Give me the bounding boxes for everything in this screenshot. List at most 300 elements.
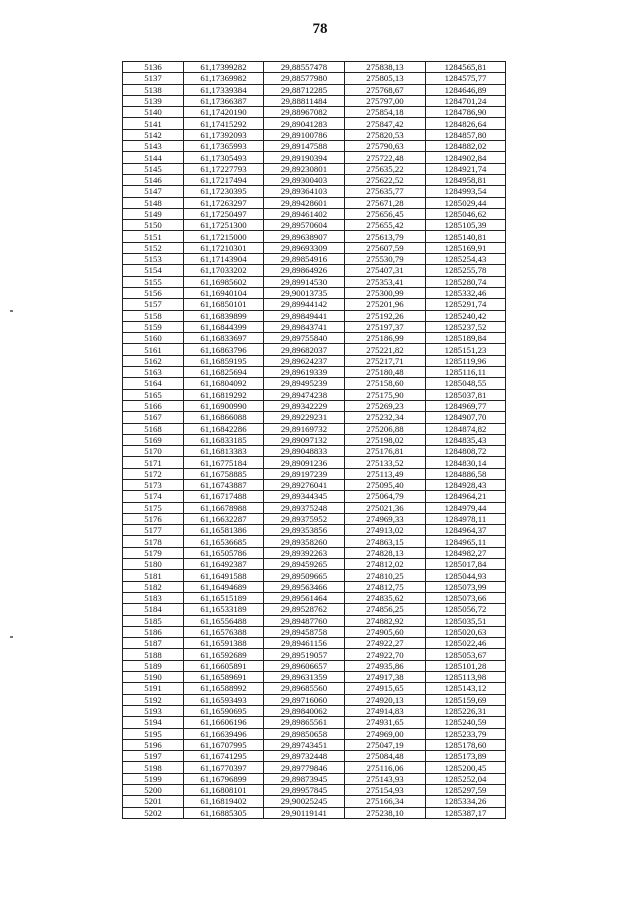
point-number-cell: 5139 <box>123 95 184 106</box>
table-row <box>123 717 506 728</box>
point-number-cell: 5157 <box>123 299 184 310</box>
latitude-cell: 61,16839899 <box>184 310 264 321</box>
longitude-cell: 29,89375952 <box>264 513 345 524</box>
latitude-cell: 61,16833185 <box>184 434 264 445</box>
point-number-cell: 5151 <box>123 231 184 242</box>
table-row <box>123 672 506 683</box>
y-coordinate-cell: 1284786,90 <box>426 107 506 118</box>
latitude-cell: 61,16796899 <box>184 773 264 784</box>
point-number-cell: 5142 <box>123 129 184 140</box>
x-coordinate-cell: 274935,86 <box>345 660 426 671</box>
y-coordinate-cell: 1285017,84 <box>426 559 506 570</box>
y-coordinate-cell: 1285178,60 <box>426 739 506 750</box>
y-coordinate-cell: 1285200,45 <box>426 762 506 773</box>
y-coordinate-cell: 1284928,43 <box>426 479 506 490</box>
y-coordinate-cell: 1285119,96 <box>426 355 506 366</box>
table-row <box>123 581 506 592</box>
x-coordinate-cell: 275635,77 <box>345 186 426 197</box>
longitude-cell: 29,89461156 <box>264 638 345 649</box>
longitude-cell: 29,88712285 <box>264 84 345 95</box>
point-number-cell: 5150 <box>123 220 184 231</box>
point-number-cell: 5154 <box>123 265 184 276</box>
x-coordinate-cell: 275116,06 <box>345 762 426 773</box>
table-row <box>123 367 506 378</box>
longitude-cell: 29,89528762 <box>264 604 345 615</box>
point-number-cell: 5153 <box>123 254 184 265</box>
point-number-cell: 5190 <box>123 672 184 683</box>
point-number-cell: 5193 <box>123 705 184 716</box>
longitude-cell: 29,89682037 <box>264 344 345 355</box>
point-number-cell: 5164 <box>123 378 184 389</box>
y-coordinate-cell: 1284701,24 <box>426 95 506 106</box>
latitude-cell: 61,16678988 <box>184 502 264 513</box>
longitude-cell: 29,89169732 <box>264 423 345 434</box>
latitude-cell: 61,17210301 <box>184 242 264 253</box>
y-coordinate-cell: 1284979,44 <box>426 502 506 513</box>
y-coordinate-cell: 1285035,51 <box>426 615 506 626</box>
y-coordinate-cell: 1285029,44 <box>426 197 506 208</box>
table-row <box>123 276 506 287</box>
x-coordinate-cell: 275154,93 <box>345 785 426 796</box>
longitude-cell: 29,89865561 <box>264 717 345 728</box>
page-number: 78 <box>312 21 328 37</box>
longitude-cell: 29,90025245 <box>264 796 345 807</box>
x-coordinate-cell: 275768,67 <box>345 84 426 95</box>
latitude-cell: 61,16590695 <box>184 705 264 716</box>
table-row <box>123 513 506 524</box>
latitude-cell: 61,16576388 <box>184 626 264 637</box>
y-coordinate-cell: 1284993,54 <box>426 186 506 197</box>
x-coordinate-cell: 275656,45 <box>345 208 426 219</box>
table-row <box>123 773 506 784</box>
table-row <box>123 310 506 321</box>
longitude-cell: 29,89428601 <box>264 197 345 208</box>
point-number-cell: 5173 <box>123 479 184 490</box>
table-row <box>123 683 506 694</box>
x-coordinate-cell: 275847,42 <box>345 118 426 129</box>
point-number-cell: 5178 <box>123 536 184 547</box>
latitude-cell: 61,16581386 <box>184 525 264 536</box>
point-number-cell: 5176 <box>123 513 184 524</box>
table-row <box>123 95 506 106</box>
table-row <box>123 739 506 750</box>
x-coordinate-cell: 275143,93 <box>345 773 426 784</box>
x-coordinate-cell: 275530,79 <box>345 254 426 265</box>
y-coordinate-cell: 1285387,17 <box>426 807 506 818</box>
point-number-cell: 5161 <box>123 344 184 355</box>
table-row <box>123 649 506 660</box>
longitude-cell: 29,89364103 <box>264 186 345 197</box>
longitude-cell: 29,88811484 <box>264 95 345 106</box>
x-coordinate-cell: 275095,40 <box>345 479 426 490</box>
y-coordinate-cell: 1284902,84 <box>426 152 506 163</box>
y-coordinate-cell: 1285048,55 <box>426 378 506 389</box>
x-coordinate-cell: 275854,18 <box>345 107 426 118</box>
table-row <box>123 389 506 400</box>
table-row <box>123 265 506 276</box>
y-coordinate-cell: 1285037,81 <box>426 389 506 400</box>
y-coordinate-cell: 1285073,66 <box>426 592 506 603</box>
point-number-cell: 5141 <box>123 118 184 129</box>
y-coordinate-cell: 1284964,37 <box>426 525 506 536</box>
latitude-cell: 61,17415292 <box>184 118 264 129</box>
point-number-cell: 5180 <box>123 559 184 570</box>
longitude-cell: 29,89495239 <box>264 378 345 389</box>
y-coordinate-cell: 1285022,46 <box>426 638 506 649</box>
x-coordinate-cell: 274812,75 <box>345 581 426 592</box>
x-coordinate-cell: 274917,38 <box>345 672 426 683</box>
table-row <box>123 129 506 140</box>
x-coordinate-cell: 275175,90 <box>345 389 426 400</box>
longitude-cell: 29,89732448 <box>264 751 345 762</box>
x-coordinate-cell: 275232,34 <box>345 412 426 423</box>
table-row <box>123 547 506 558</box>
point-number-cell: 5155 <box>123 276 184 287</box>
table-row <box>123 457 506 468</box>
longitude-cell: 29,89041283 <box>264 118 345 129</box>
y-coordinate-cell: 1285173,89 <box>426 751 506 762</box>
x-coordinate-cell: 275180,48 <box>345 367 426 378</box>
longitude-cell: 29,89276041 <box>264 479 345 490</box>
longitude-cell: 29,89100786 <box>264 129 345 140</box>
point-number-cell: 5196 <box>123 739 184 750</box>
y-coordinate-cell: 1285140,81 <box>426 231 506 242</box>
x-coordinate-cell: 275113,49 <box>345 468 426 479</box>
point-number-cell: 5169 <box>123 434 184 445</box>
latitude-cell: 61,17217494 <box>184 174 264 185</box>
longitude-cell: 29,89631359 <box>264 672 345 683</box>
latitude-cell: 61,17365993 <box>184 141 264 152</box>
y-coordinate-cell: 1285020,63 <box>426 626 506 637</box>
y-coordinate-cell: 1284826,64 <box>426 118 506 129</box>
latitude-cell: 61,16492387 <box>184 559 264 570</box>
longitude-cell: 29,89850658 <box>264 728 345 739</box>
table-row <box>123 333 506 344</box>
point-number-cell: 5189 <box>123 660 184 671</box>
x-coordinate-cell: 275655,42 <box>345 220 426 231</box>
longitude-cell: 29,89509665 <box>264 570 345 581</box>
x-coordinate-cell: 274969,00 <box>345 728 426 739</box>
table-row <box>123 242 506 253</box>
latitude-cell: 61,16505786 <box>184 547 264 558</box>
table-row <box>123 446 506 457</box>
table-row <box>123 434 506 445</box>
point-number-cell: 5152 <box>123 242 184 253</box>
latitude-cell: 61,16605891 <box>184 660 264 671</box>
x-coordinate-cell: 274882,92 <box>345 615 426 626</box>
x-coordinate-cell: 275176,81 <box>345 446 426 457</box>
longitude-cell: 29,89914530 <box>264 276 345 287</box>
point-number-cell: 5149 <box>123 208 184 219</box>
y-coordinate-cell: 1284874,82 <box>426 423 506 434</box>
table-row <box>123 604 506 615</box>
table-row <box>123 592 506 603</box>
table-row <box>123 615 506 626</box>
point-number-cell: 5162 <box>123 355 184 366</box>
point-number-cell: 5186 <box>123 626 184 637</box>
point-number-cell: 5183 <box>123 592 184 603</box>
y-coordinate-cell: 1285044,93 <box>426 570 506 581</box>
latitude-cell: 61,16591388 <box>184 638 264 649</box>
x-coordinate-cell: 275217,71 <box>345 355 426 366</box>
x-coordinate-cell: 275198,02 <box>345 434 426 445</box>
table-row <box>123 570 506 581</box>
table-row <box>123 344 506 355</box>
table-row <box>123 254 506 265</box>
point-number-cell: 5165 <box>123 389 184 400</box>
longitude-cell: 29,89375248 <box>264 502 345 513</box>
table-row <box>123 559 506 570</box>
table-row <box>123 378 506 389</box>
longitude-cell: 29,89358260 <box>264 536 345 547</box>
point-number-cell: 5199 <box>123 773 184 784</box>
x-coordinate-cell: 275407,31 <box>345 265 426 276</box>
point-number-cell: 5137 <box>123 73 184 84</box>
point-number-cell: 5166 <box>123 400 184 411</box>
x-coordinate-cell: 275158,60 <box>345 378 426 389</box>
point-number-cell: 5198 <box>123 762 184 773</box>
x-coordinate-cell: 274835,62 <box>345 592 426 603</box>
y-coordinate-cell: 1285332,46 <box>426 287 506 298</box>
point-number-cell: 5158 <box>123 310 184 321</box>
latitude-cell: 61,17143904 <box>184 254 264 265</box>
table-row <box>123 400 506 411</box>
longitude-cell: 29,89459265 <box>264 559 345 570</box>
x-coordinate-cell: 274812,02 <box>345 559 426 570</box>
longitude-cell: 29,89843741 <box>264 321 345 332</box>
table-row <box>123 479 506 490</box>
longitude-cell: 29,89944142 <box>264 299 345 310</box>
latitude-cell: 61,16536685 <box>184 536 264 547</box>
table-row <box>123 62 506 73</box>
longitude-cell: 29,89190394 <box>264 152 345 163</box>
latitude-cell: 61,16850101 <box>184 299 264 310</box>
y-coordinate-cell: 1284965,11 <box>426 536 506 547</box>
x-coordinate-cell: 275353,41 <box>345 276 426 287</box>
table-row <box>123 84 506 95</box>
longitude-cell: 29,88577980 <box>264 73 345 84</box>
y-coordinate-cell: 1284964,21 <box>426 491 506 502</box>
point-number-cell: 5171 <box>123 457 184 468</box>
latitude-cell: 61,17227793 <box>184 163 264 174</box>
x-coordinate-cell: 274828,13 <box>345 547 426 558</box>
table-row <box>123 174 506 185</box>
point-number-cell: 5191 <box>123 683 184 694</box>
y-coordinate-cell: 1285056,72 <box>426 604 506 615</box>
table-row <box>123 626 506 637</box>
longitude-cell: 29,89755840 <box>264 333 345 344</box>
latitude-cell: 61,16804092 <box>184 378 264 389</box>
longitude-cell: 29,89779846 <box>264 762 345 773</box>
x-coordinate-cell: 274905,60 <box>345 626 426 637</box>
point-number-cell: 5172 <box>123 468 184 479</box>
latitude-cell: 61,17033202 <box>184 265 264 276</box>
x-coordinate-cell: 275197,37 <box>345 321 426 332</box>
x-coordinate-cell: 275607,59 <box>345 242 426 253</box>
latitude-cell: 61,16758885 <box>184 468 264 479</box>
latitude-cell: 61,16819292 <box>184 389 264 400</box>
latitude-cell: 61,16606196 <box>184 717 264 728</box>
table-row <box>123 186 506 197</box>
point-number-cell: 5148 <box>123 197 184 208</box>
latitude-cell: 61,17305493 <box>184 152 264 163</box>
table-row <box>123 141 506 152</box>
table-row <box>123 197 506 208</box>
longitude-cell: 29,89519057 <box>264 649 345 660</box>
scan-mark <box>10 636 13 638</box>
point-number-cell: 5144 <box>123 152 184 163</box>
longitude-cell: 29,89091236 <box>264 457 345 468</box>
x-coordinate-cell: 275790,63 <box>345 141 426 152</box>
x-coordinate-cell: 275820,53 <box>345 129 426 140</box>
table-row <box>123 705 506 716</box>
point-number-cell: 5167 <box>123 412 184 423</box>
point-number-cell: 5179 <box>123 547 184 558</box>
latitude-cell: 61,16844399 <box>184 321 264 332</box>
table-row <box>123 299 506 310</box>
table-row <box>123 163 506 174</box>
point-number-cell: 5202 <box>123 807 184 818</box>
table-row <box>123 468 506 479</box>
latitude-cell: 61,16808101 <box>184 785 264 796</box>
y-coordinate-cell: 1284857,80 <box>426 129 506 140</box>
table-row <box>123 107 506 118</box>
x-coordinate-cell: 275805,13 <box>345 73 426 84</box>
x-coordinate-cell: 275021,36 <box>345 502 426 513</box>
x-coordinate-cell: 274931,65 <box>345 717 426 728</box>
table-row <box>123 536 506 547</box>
y-coordinate-cell: 1284958,81 <box>426 174 506 185</box>
y-coordinate-cell: 1284886,58 <box>426 468 506 479</box>
x-coordinate-cell: 275238,10 <box>345 807 426 818</box>
longitude-cell: 29,89147588 <box>264 141 345 152</box>
y-coordinate-cell: 1284808,72 <box>426 446 506 457</box>
longitude-cell: 29,89474238 <box>264 389 345 400</box>
point-number-cell: 5143 <box>123 141 184 152</box>
y-coordinate-cell: 1285101,28 <box>426 660 506 671</box>
table-row <box>123 728 506 739</box>
latitude-cell: 61,16743887 <box>184 479 264 490</box>
x-coordinate-cell: 275269,23 <box>345 400 426 411</box>
point-number-cell: 5182 <box>123 581 184 592</box>
x-coordinate-cell: 274915,65 <box>345 683 426 694</box>
y-coordinate-cell: 1285046,62 <box>426 208 506 219</box>
y-coordinate-cell: 1284982,27 <box>426 547 506 558</box>
y-coordinate-cell: 1285226,31 <box>426 705 506 716</box>
table-row <box>123 491 506 502</box>
latitude-cell: 61,16717488 <box>184 491 264 502</box>
latitude-cell: 61,17366387 <box>184 95 264 106</box>
longitude-cell: 29,89638907 <box>264 231 345 242</box>
coordinates-table-body <box>123 62 506 819</box>
x-coordinate-cell: 275047,19 <box>345 739 426 750</box>
table-row <box>123 502 506 513</box>
longitude-cell: 29,89619339 <box>264 367 345 378</box>
y-coordinate-cell: 1285254,43 <box>426 254 506 265</box>
latitude-cell: 61,16863796 <box>184 344 264 355</box>
latitude-cell: 61,16593493 <box>184 694 264 705</box>
longitude-cell: 29,89344345 <box>264 491 345 502</box>
x-coordinate-cell: 275166,34 <box>345 796 426 807</box>
y-coordinate-cell: 1285297,59 <box>426 785 506 796</box>
table-row <box>123 525 506 536</box>
y-coordinate-cell: 1284969,77 <box>426 400 506 411</box>
point-number-cell: 5185 <box>123 615 184 626</box>
point-number-cell: 5170 <box>123 446 184 457</box>
latitude-cell: 61,16533189 <box>184 604 264 615</box>
point-number-cell: 5168 <box>123 423 184 434</box>
table-row <box>123 751 506 762</box>
point-number-cell: 5177 <box>123 525 184 536</box>
y-coordinate-cell: 1284830,14 <box>426 457 506 468</box>
table-row <box>123 208 506 219</box>
longitude-cell: 29,88967082 <box>264 107 345 118</box>
point-number-cell: 5194 <box>123 717 184 728</box>
longitude-cell: 29,88557478 <box>264 62 345 73</box>
scan-mark <box>10 310 13 312</box>
latitude-cell: 61,16491588 <box>184 570 264 581</box>
y-coordinate-cell: 1285116,11 <box>426 367 506 378</box>
y-coordinate-cell: 1285252,04 <box>426 773 506 784</box>
latitude-cell: 61,16589691 <box>184 672 264 683</box>
y-coordinate-cell: 1284907,70 <box>426 412 506 423</box>
latitude-cell: 61,16940104 <box>184 287 264 298</box>
latitude-cell: 61,16859195 <box>184 355 264 366</box>
longitude-cell: 29,89392263 <box>264 547 345 558</box>
longitude-cell: 29,89230801 <box>264 163 345 174</box>
point-number-cell: 5146 <box>123 174 184 185</box>
coordinates-table <box>122 61 506 819</box>
y-coordinate-cell: 1285240,59 <box>426 717 506 728</box>
longitude-cell: 29,89873945 <box>264 773 345 784</box>
latitude-cell: 61,17263297 <box>184 197 264 208</box>
table-row <box>123 762 506 773</box>
x-coordinate-cell: 275635,22 <box>345 163 426 174</box>
y-coordinate-cell: 1285189,84 <box>426 333 506 344</box>
longitude-cell: 29,89487760 <box>264 615 345 626</box>
x-coordinate-cell: 274914,83 <box>345 705 426 716</box>
y-coordinate-cell: 1285233,79 <box>426 728 506 739</box>
x-coordinate-cell: 275797,00 <box>345 95 426 106</box>
table-row <box>123 321 506 332</box>
table-row <box>123 355 506 366</box>
x-coordinate-cell: 275221,82 <box>345 344 426 355</box>
y-coordinate-cell: 1285105,39 <box>426 220 506 231</box>
latitude-cell: 61,16632287 <box>184 513 264 524</box>
x-coordinate-cell: 275722,48 <box>345 152 426 163</box>
latitude-cell: 61,16813383 <box>184 446 264 457</box>
latitude-cell: 61,16775184 <box>184 457 264 468</box>
y-coordinate-cell: 1284978,11 <box>426 513 506 524</box>
y-coordinate-cell: 1285159,69 <box>426 694 506 705</box>
longitude-cell: 29,89048833 <box>264 446 345 457</box>
table-row <box>123 785 506 796</box>
point-number-cell: 5136 <box>123 62 184 73</box>
latitude-cell: 61,16842286 <box>184 423 264 434</box>
x-coordinate-cell: 274969,33 <box>345 513 426 524</box>
longitude-cell: 29,90013735 <box>264 287 345 298</box>
point-number-cell: 5160 <box>123 333 184 344</box>
point-number-cell: 5192 <box>123 694 184 705</box>
longitude-cell: 29,89563466 <box>264 581 345 592</box>
x-coordinate-cell: 275064,79 <box>345 491 426 502</box>
x-coordinate-cell: 275133,52 <box>345 457 426 468</box>
point-number-cell: 5140 <box>123 107 184 118</box>
longitude-cell: 29,89864926 <box>264 265 345 276</box>
x-coordinate-cell: 275671,28 <box>345 197 426 208</box>
longitude-cell: 29,89624237 <box>264 355 345 366</box>
longitude-cell: 29,89197239 <box>264 468 345 479</box>
